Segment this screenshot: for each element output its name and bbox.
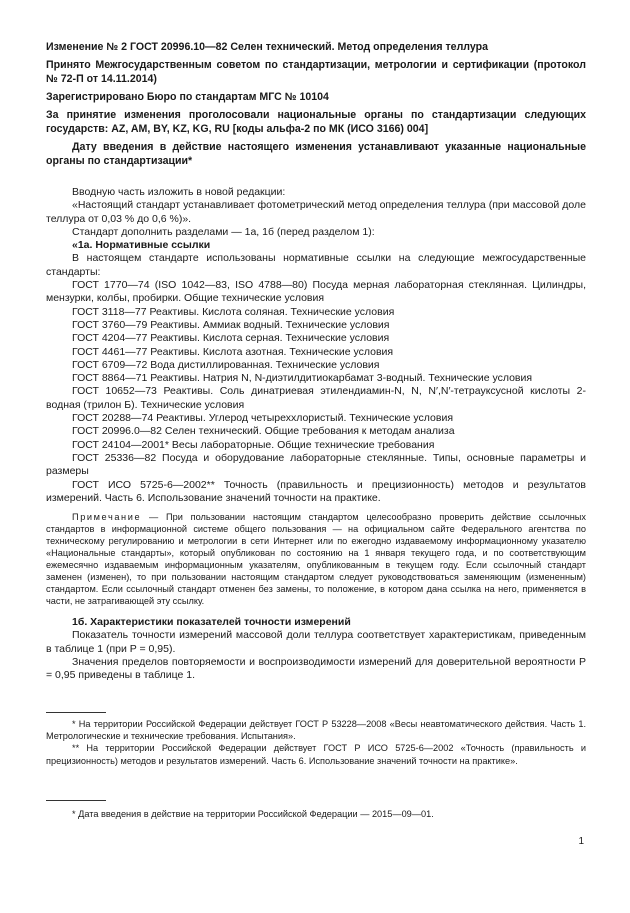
intro-quote: «Настоящий стандарт устанавливает фотометрический метод определения теллура (при массовой доле теллура от 0,03 % до 0,6 %)».	[46, 199, 586, 225]
ref-item: ГОСТ 6709—72 Вода дистиллированная. Технические условия	[72, 358, 380, 371]
footnotes-block-2	[46, 808, 586, 820]
effective-date-note: Дату введения в действие настоящего изменения устанавливают указанные национальные органы по стандартизации*	[46, 141, 586, 167]
ref-item: ГОСТ 8864—71 Реактивы. Натрия N, N-диэтилдитиокарбамат 3-водный. Технические условия	[72, 372, 533, 385]
ref-item: ГОСТ 25336—82 Посуда и оборудование лабораторные стеклянные. Типы, основные параметры и размеры	[46, 451, 586, 478]
ref-item: ГОСТ 3760—79 Реактивы. Аммиак водный. Технические условия	[72, 318, 390, 331]
footnote-2: ** На территории Российской Федерации действует ГОСТ Р ИСО 5725-6—2002 «Точность (правильность и прецизионность) методов и результатов измерений. Часть 6. Использование значений точности на практике».	[46, 743, 586, 766]
ref-item: ГОСТ 20996.0—82 Селен технический. Общие требования к методам анализа	[72, 425, 455, 438]
ref-item: ГОСТ 24104—2001* Весы лабораторные. Общие технические требования	[72, 438, 435, 451]
document-body	[46, 40, 586, 683]
page-number: 1	[578, 836, 584, 847]
voting-states: За принятие изменения проголосовали национальные органы по стандартизации следующих государств: AZ, AM, BY, KZ, KG, RU [коды альфа-2 по МК (ИСО 3166) 004]	[46, 109, 586, 135]
note-text: — При пользовании настоящим стандартом целесообразно проверить действие ссылочных стандартов в информационной системе общего пользования — на официальном сайте Федерального агентства по техническому регулированию и метрологии в сети Интернет или по ежегодно издаваемому информационному указателю «Национальные стандарты», который опубликован по состоянию на 1 января текущего года, и по соответствующим ежемесячно издаваемым информационным указателям, опубликованным в текущем году. Если ссылочный стандарт заменен (изменен), то при пользовании настоящим стандартом следует руководствоваться заменяющим (измененным) стандартом. Если ссылочный стандарт отменен без замены, то положение, в котором дана ссылка на него, применяется в части, не затрагивающей эту ссылку.	[46, 512, 586, 607]
amendment-title: Изменение № 2 ГОСТ 20996.10—82 Селен технический. Метод определения теллура	[46, 41, 489, 53]
ref-item: ГОСТ 4461—77 Реактивы. Кислота азотная. Технические условия	[72, 345, 394, 358]
section-1a-text: В настоящем стандарте использованы нормативные ссылки на следующие межгосударственные стандарты:	[46, 252, 586, 278]
section-1a-title: «1а. Нормативные ссылки	[72, 239, 211, 252]
intro-line: Вводную часть изложить в новой редакции:	[72, 186, 286, 198]
adopted-by: Принято Межгосударственным советом по стандартизации, метрологии и сертификации (протокол № 72-П от 14.11.2014)	[46, 59, 586, 85]
footnote-separator	[46, 712, 106, 713]
note-paragraph	[46, 511, 586, 607]
footnote-separator	[46, 800, 106, 801]
registration: Зарегистрировано Бюро по стандартам МГС № 10104	[46, 91, 329, 103]
section-1b-title: 1б. Характеристики показателей точности измерений	[72, 616, 351, 629]
ref-item: ГОСТ ИСО 5725-6—2002** Точность (правильность и прецизионность) методов и результатов измерений. Часть 6. Использование значений точности на практике.	[46, 478, 586, 504]
ref-item: ГОСТ 4204—77 Реактивы. Кислота серная. Технические условия	[72, 332, 390, 345]
ref-item: ГОСТ 1770—74 (ISO 1042—83, ISO 4788—80) Посуда мерная лабораторная стеклянная. Цилиндры, мензурки, колбы, пробирки. Общие технические условия	[46, 279, 586, 305]
footnote-1: * На территории Российской Федерации действует ГОСТ Р 53228—2008 «Весы неавтоматического действия. Часть 1. Метрологические и технические требования. Испытания».	[46, 719, 586, 742]
ref-item: ГОСТ 20288—74 Реактивы. Углерод четыреххлористый. Технические условия	[72, 412, 454, 425]
ref-item: ГОСТ 3118—77 Реактивы. Кислота соляная. Технические условия	[72, 305, 395, 318]
section-1b-para2: Значения пределов повторяемости и воспроизводимости измерений для доверительной вероятности P = 0,95 приведены в таблице 1.	[46, 656, 586, 682]
ref-item: ГОСТ 10652—73 Реактивы. Соль динатриевая этилендиамин-N, N, N′,N′-тетрауксусной кислоты 2-водная (трилон Б). Технические условия	[46, 385, 586, 411]
section-1b-para1: Показатель точности измерений массовой доли теллура соответствует характеристикам, приведенным в таблице 1 (при P = 0,95).	[46, 629, 586, 655]
footnotes-block	[46, 718, 586, 767]
footnote-3: * Дата введения в действие на территории Российской Федерации — 2015—09—01.	[72, 809, 434, 819]
note-label: Примечание	[72, 512, 142, 523]
intro-supplement: Стандарт дополнить разделами — 1а, 1б (перед разделом 1):	[72, 225, 375, 238]
